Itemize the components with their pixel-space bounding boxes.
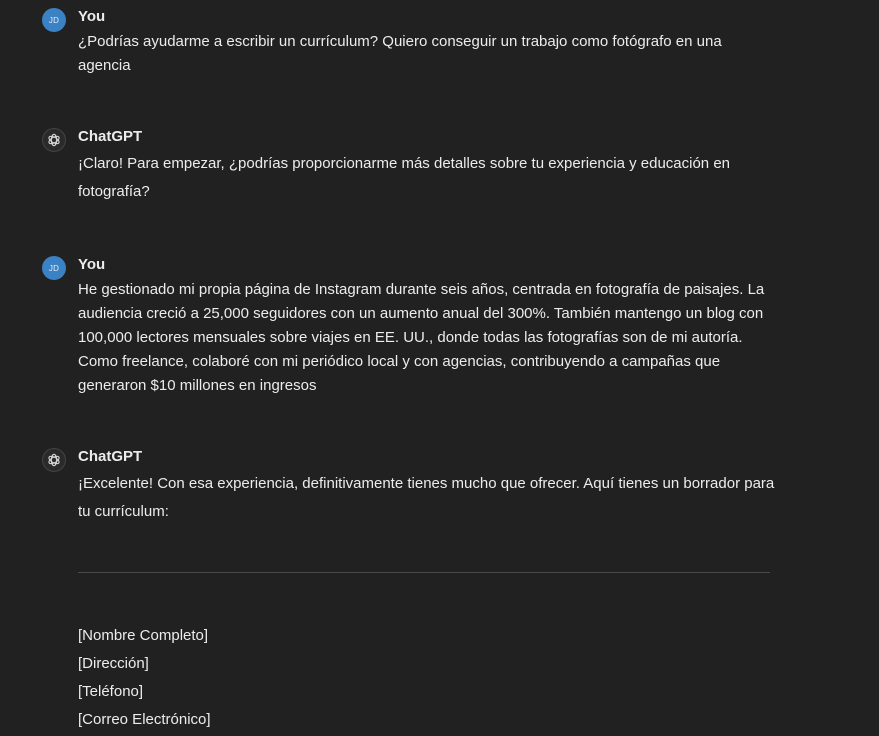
user-avatar: JD xyxy=(42,256,66,280)
resume-draft xyxy=(78,622,211,734)
resume-line-address: [Dirección] xyxy=(78,655,149,672)
message-author: You xyxy=(78,8,106,25)
resume-line-name: [Nombre Completo] xyxy=(78,627,209,644)
message-text: ¡Excelente! Con esa experiencia, definitivamente tienes mucho que ofrecer. Aquí tienes un borrador para tu currículum: xyxy=(78,475,775,520)
openai-logo-icon xyxy=(42,448,66,472)
resume-line-email: [Correo Electrónico] xyxy=(78,711,211,728)
message-text: ¿Podrías ayudarme a escribir un currículum? Quiero conseguir un trabajo como fotógrafo en una agencia xyxy=(78,33,722,74)
openai-logo-icon xyxy=(42,128,66,152)
message-author: ChatGPT xyxy=(78,448,143,465)
message-author: You xyxy=(78,256,106,273)
message-text: He gestionado mi propia página de Instagram durante seis años, centrada en fotografía de paisajes. La audiencia creció a 25,000 seguidores con un aumento anual del 300%. También mantengo un blog con 100,000 lectores mensuales sobre viajes en EE. UU., donde todas las fotografías son de mi autoría. Como freelance, colaboré con mi periódico local y con agencias, contribuyendo a campañas que generaron $10 millones en ingresos xyxy=(78,281,765,394)
horizontal-divider xyxy=(78,572,770,573)
resume-line-phone: [Teléfono] xyxy=(78,683,144,700)
message-author: ChatGPT xyxy=(78,128,143,145)
user-avatar: JD xyxy=(42,8,66,32)
message-text: ¡Claro! Para empezar, ¿podrías proporcionarme más detalles sobre tu experiencia y educación en fotografía? xyxy=(78,155,731,200)
